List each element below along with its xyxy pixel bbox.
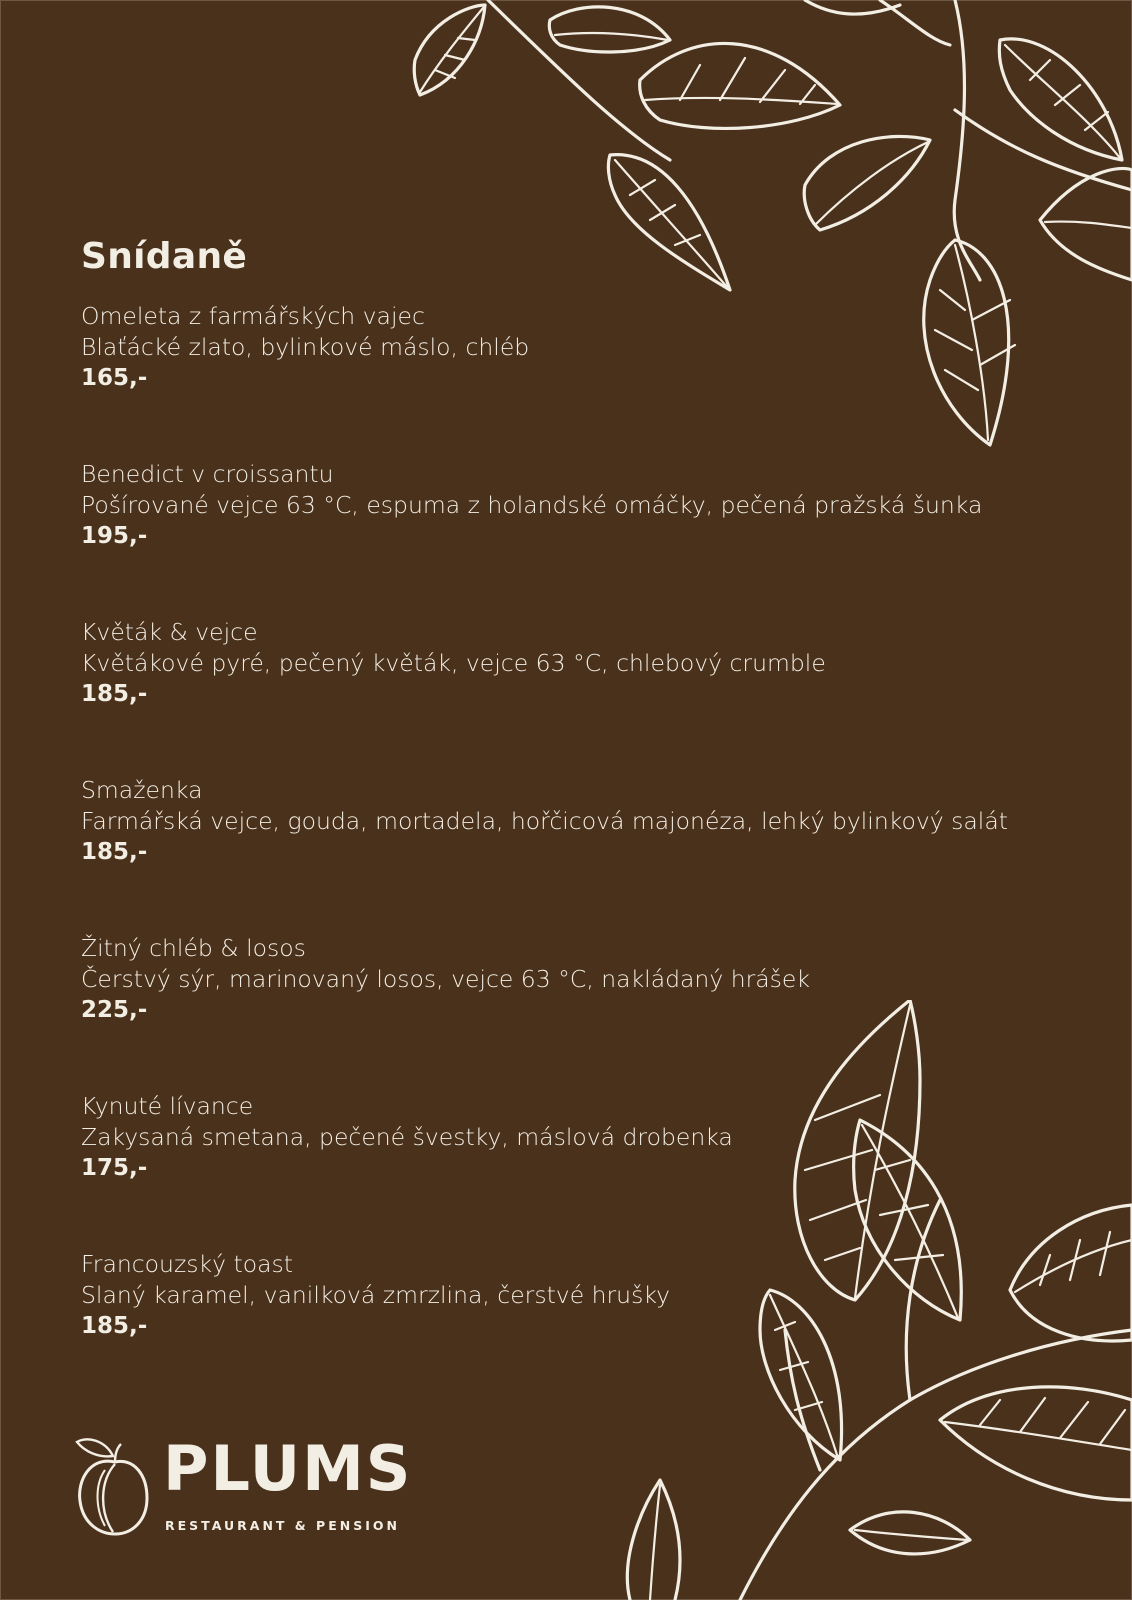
item-description: Zakysaná smetana, pečené švestky, máslová drobenka [81,1123,733,1151]
menu-item [81,617,1081,710]
item-price: 175,- [81,1155,148,1181]
item-price: 195,- [81,523,148,549]
item-description: Květákové pyré, pečený květák, vejce 63 °C, chlebový crumble [81,649,826,677]
item-name: Smaženka [81,776,203,804]
item-name: Žitný chléb & losos [81,934,306,962]
item-price: 185,- [81,1313,148,1339]
logo-subtitle: RESTAURANT & PENSION [165,1518,400,1533]
item-description: Čerstvý sýr, marinovaný losos, vejce 63 °C, nakládaný hrášek [81,965,810,993]
plum-icon [75,1436,155,1536]
item-description: Farmářská vejce, gouda, mortadela, hořčicová majonéza, lehký bylinkový salát [81,807,1008,835]
item-price: 225,- [81,997,148,1023]
item-name: Květák & vejce [81,618,258,646]
menu-item [81,301,1081,394]
item-name: Kynuté lívance [81,1092,254,1120]
item-description: Blaťácké zlato, bylinkové máslo, chléb [81,333,530,361]
item-name: Omeleta z farmářských vajec [81,302,425,330]
plums-logo [75,1432,415,1536]
menu-item [81,933,1081,1026]
menu-item [81,1091,1081,1184]
item-name: Benedict v croissantu [81,460,334,488]
breakfast-menu [81,236,1081,1407]
item-price: 165,- [81,365,148,391]
item-price: 185,- [81,839,148,865]
logo-wordmark: PLUMS [163,1432,413,1505]
menu-item [81,459,1081,552]
menu-title: Snídaně [81,236,248,277]
menu-item [81,1249,1081,1342]
item-description: Pošírované vejce 63 °C, espuma z holandské omáčky, pečená pražská šunka [81,491,983,519]
item-name: Francouzský toast [81,1250,293,1278]
item-price: 185,- [81,681,148,707]
menu-item [81,775,1081,868]
item-description: Slaný karamel, vanilková zmrzlina, čerstvé hrušky [81,1281,671,1309]
